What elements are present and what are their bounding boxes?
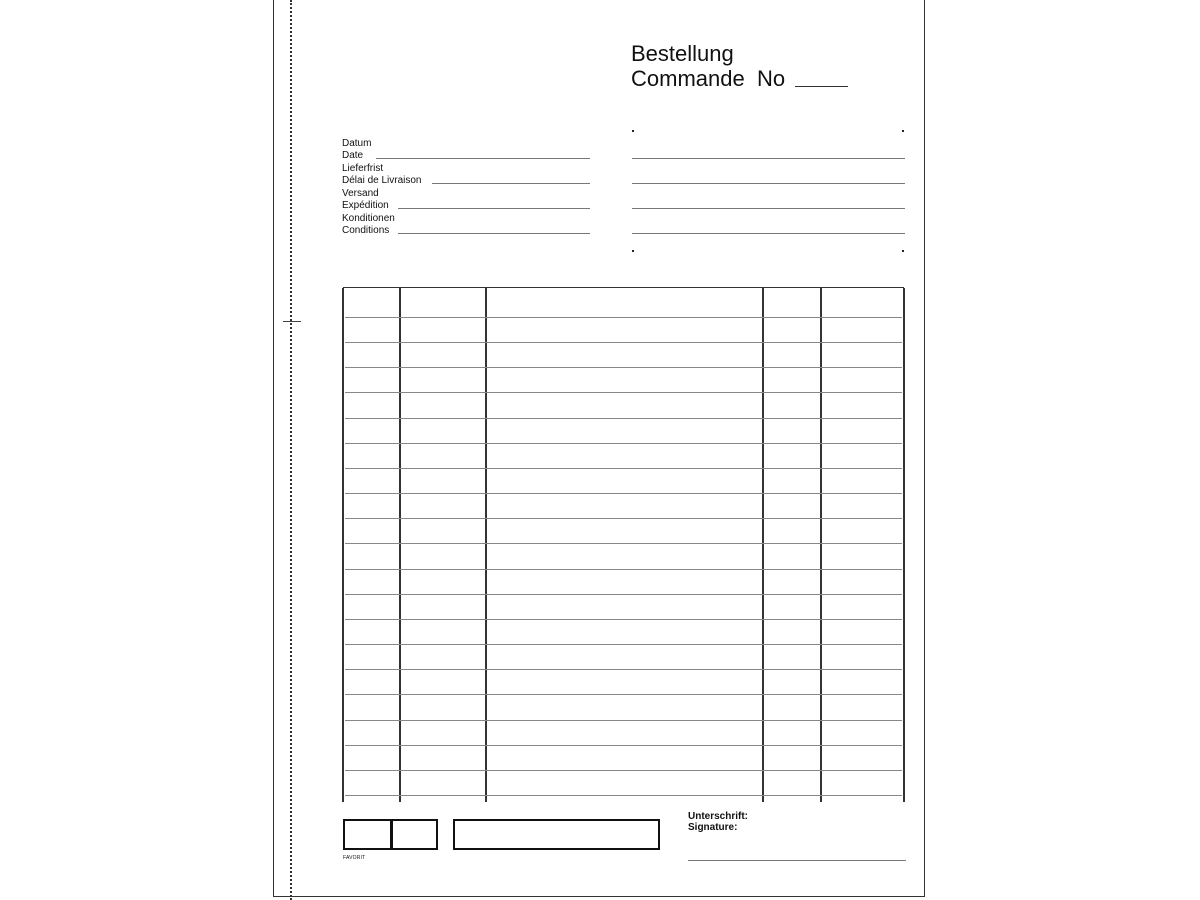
table-row-line[interactable] bbox=[345, 317, 902, 318]
table-row-line[interactable] bbox=[345, 443, 902, 444]
fold-mark bbox=[283, 321, 301, 322]
order-number-field[interactable] bbox=[795, 86, 848, 87]
order-items-table bbox=[343, 287, 904, 802]
table-row-line[interactable] bbox=[345, 518, 902, 519]
signature-label-fr: Signature: bbox=[688, 822, 738, 833]
table-row-line[interactable] bbox=[345, 392, 902, 393]
field-input-line[interactable] bbox=[398, 233, 590, 234]
column-divider bbox=[399, 288, 401, 802]
box-divider bbox=[390, 821, 393, 848]
footer-box-small[interactable] bbox=[343, 819, 438, 850]
field-label-fr: Délai de Livraison bbox=[342, 175, 422, 186]
perforation-line bbox=[290, 0, 292, 900]
column-divider bbox=[820, 288, 822, 802]
table-row-line[interactable] bbox=[345, 720, 902, 721]
signature-line[interactable] bbox=[688, 860, 906, 861]
table-row-line[interactable] bbox=[345, 694, 902, 695]
corner-mark bbox=[902, 130, 904, 132]
table-row-line[interactable] bbox=[345, 644, 902, 645]
field-input-line[interactable] bbox=[376, 158, 590, 159]
table-row-line[interactable] bbox=[345, 493, 902, 494]
table-row-line[interactable] bbox=[345, 468, 902, 469]
table-row-line[interactable] bbox=[345, 594, 902, 595]
title-commande-no: Commande No bbox=[631, 66, 786, 91]
field-label-de: Datum bbox=[342, 138, 372, 149]
table-row-line[interactable] bbox=[345, 795, 902, 796]
field-label-de: Konditionen bbox=[342, 213, 395, 224]
address-line[interactable] bbox=[632, 208, 905, 209]
address-line[interactable] bbox=[632, 183, 905, 184]
table-row-line[interactable] bbox=[345, 342, 902, 343]
table-row-line[interactable] bbox=[345, 770, 902, 771]
table-row-line[interactable] bbox=[345, 367, 902, 368]
table-row-line[interactable] bbox=[345, 669, 902, 670]
field-label-fr: Date bbox=[342, 150, 364, 161]
signature-label-de: Unterschrift: bbox=[688, 811, 749, 822]
table-row-line[interactable] bbox=[345, 543, 902, 544]
address-line[interactable] bbox=[632, 233, 905, 234]
table-row-line[interactable] bbox=[345, 745, 902, 746]
field-label-fr: Conditions bbox=[342, 225, 390, 236]
address-line[interactable] bbox=[632, 158, 905, 159]
column-divider bbox=[903, 288, 905, 802]
column-divider bbox=[485, 288, 487, 802]
corner-mark bbox=[902, 250, 904, 252]
table-row-line[interactable] bbox=[345, 569, 902, 570]
field-input-line[interactable] bbox=[398, 208, 590, 209]
table-row-line[interactable] bbox=[345, 619, 902, 620]
field-label-fr: Expédition bbox=[342, 200, 389, 211]
field-input-line[interactable] bbox=[432, 183, 590, 184]
brand-label: FAVORIT bbox=[343, 855, 366, 861]
column-divider bbox=[342, 288, 344, 802]
column-divider bbox=[762, 288, 764, 802]
table-row-line[interactable] bbox=[345, 418, 902, 419]
corner-mark bbox=[632, 130, 634, 132]
footer-box-wide[interactable] bbox=[453, 819, 660, 850]
corner-mark bbox=[632, 250, 634, 252]
field-label-de: Versand bbox=[342, 188, 379, 199]
field-label-de: Lieferfrist bbox=[342, 163, 384, 174]
title-bestellung: Bestellung bbox=[631, 41, 734, 66]
